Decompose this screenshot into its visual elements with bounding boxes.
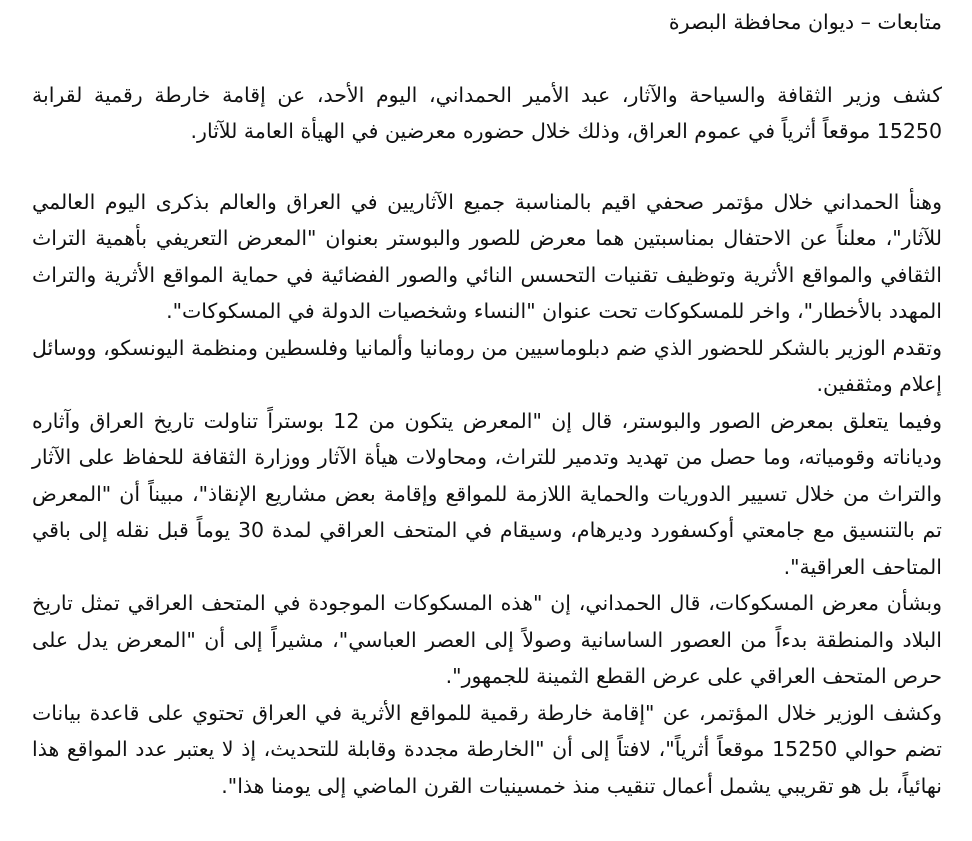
article-paragraph-4: وفيما يتعلق بمعرض الصور والبوستر، قال إن "المعرض يتكون من 12 بوستراً تناولت تاريخ العراق وآثاره ودياناته وقومياته، وما حصل من تهديد وتدمير للتراث، ومحاولات هيأة الآثار ووزارة الثقافة للحفاظ على الآثار والتراث من خلال تسيير الدوريات والحماية اللازمة للمواقع وإقامة بعض مشاريع الإنقاذ"، مبيناً أن "المعرض تم بالتنسيق مع جامعتي أوكسفورد وديرهام، وسيقام في المتحف العراقي لمدة 30 يوماً قبل نقله إلى باقي المتاحف العراقية".	[32, 408, 943, 579]
article-paragraph-6: وكشف الوزير خلال المؤتمر، عن "إقامة خارطة رقمية للمواقع الأثرية في العراق تحتوي على قاعدة بيانات تضم حوالي 15250 موقعاً أثرياً"، لافتاً إلى أن "الخارطة مجددة وقابلة للتحديث، إذ لا يعتبر عدد المواقع هذا نهائياً، بل هو تقريبي يشمل أعمال تنقيب منذ خمسينيات القرن الماضي إلى يومنا هذا".	[32, 700, 942, 798]
article	[32, 4, 942, 804]
article-paragraph-1: كشف وزير الثقافة والسياحة والآثار، عبد الأمير الحمداني، اليوم الأحد، عن إقامة خارطة رقمية لقرابة 15250 موقعاً أثرياً في عموم العراق، وذلك خلال حضوره معرضين في الهيأة العامة للآثار.	[32, 82, 942, 143]
article-paragraph-5: وبشأن معرض المسكوكات، قال الحمداني، إن "هذه المسكوكات الموجودة في المتحف العراقي تمثل تاريخ البلاد والمنطقة بدءاً من العصور الساسانية وصولاً إلى العصر العباسي"، مشيراً إلى أن "المعرض يدل على حرص المتحف العراقي على عرض القطع الثمينة للجمهور".	[32, 591, 942, 688]
article-byline: متابعات – ديوان محافظة البصرة	[668, 10, 942, 34]
article-paragraph-3: وتقدم الوزير بالشكر للحضور الذي ضم دبلوماسيين من رومانيا وألمانيا وفلسطين ومنظمة اليونسكو، ووسائل إعلام ومثقفين.	[32, 335, 942, 396]
article-paragraph-2: وهنأ الحمداني خلال مؤتمر صحفي اقيم بالمناسبة جميع الآثاريين في العراق والعالم بذكرى اليوم العالمي للآثار"، معلناً عن الاحتفال بمناسبتين هما معرض للصور والبوستر بعنوان "المعرض التعريفي بأهمية التراث الثقافي والمواقع الأثرية وتوظيف تقنيات التحسس النائي والصور الفضائية في حماية المواقع الأثرية والتراث المهدد بالأخطار"، واخر للمسكوكات تحت عنوان "النساء وشخصيات الدولة في المسكوكات".	[32, 189, 942, 323]
